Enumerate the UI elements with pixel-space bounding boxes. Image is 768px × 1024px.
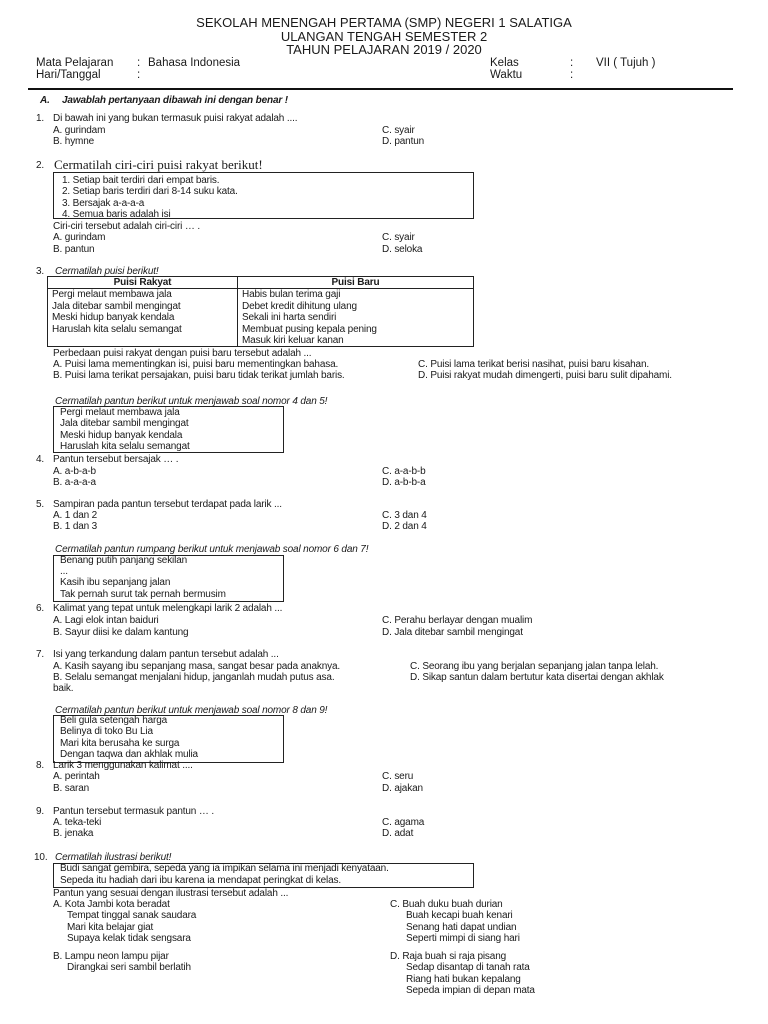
subject-value: Bahasa Indonesia [148,57,241,69]
characteristic-item: 3. Bersajak a-a-a-a [62,198,145,209]
option-c-line: Senang hati dapat undian [406,922,517,933]
option-b[interactable]: B. Lampu neon lampu pijar [53,951,169,962]
option-a[interactable]: A. Puisi lama mementingkan isi, puisi baru mementingkan bahasa. [53,359,339,370]
option-b[interactable]: B. pantun [53,244,95,255]
poem-line: Debet kredit dihitung ulang [242,300,357,312]
class-label: Kelas [490,57,519,69]
pantun-line: Pergi melaut membawa jala [60,407,180,418]
pantun-line: Meski hidup banyak kendala [60,430,183,441]
time-colon: : [570,69,574,81]
column-header: Puisi Rakyat [48,277,238,289]
option-b[interactable]: B. jenaka [53,828,94,839]
subject-colon: : [137,57,141,69]
option-d-line: Sedap disantap di tanah rata [406,962,530,973]
date-label: Hari/Tanggal [36,69,101,81]
option-a[interactable]: A. gurindam [53,232,106,243]
question-text: Pantun tersebut bersajak … . [53,454,179,465]
option-d[interactable]: D. adat [382,828,414,839]
poem-line: Masuk kiri keluar kanan [242,335,344,347]
pantun-line: Mari kita berusaha ke surga [60,738,180,749]
academic-year: TAHUN PELAJARAN 2019 / 2020 [286,42,482,57]
option-a[interactable]: A. perintah [53,771,100,782]
poem-line: Haruslah kita selalu semangat [52,323,182,335]
pantun-intro: Cermatilah pantun berikut untuk menjawab soal nomor 8 dan 9! [55,705,328,716]
pantun-line: ... [60,566,68,577]
class-value: VII ( Tujuh ) [596,57,656,69]
option-d[interactable]: D. seloka [382,244,423,255]
poem-line: Habis bulan terima gaji [242,289,341,301]
subject-label: Mata Pelajaran [36,57,114,69]
option-a[interactable]: A. Kasih sayang ibu sepanjang masa, sangat besar pada anaknya. [53,661,341,672]
school-name: SEKOLAH MENENGAH PERTAMA (SMP) NEGERI 1 SALATIGA [196,15,572,30]
option-a-line: Tempat tinggal sanak saudara [67,910,197,921]
option-d[interactable]: D. Jala ditebar sambil mengingat [382,627,523,638]
poem-line: Pergi melaut membawa jala [52,289,172,301]
option-d[interactable]: D. Raja buah si raja pisang [390,951,507,962]
question-number: 10. [34,852,48,863]
option-d[interactable]: D. Sikap santun dalam bertutur kata disertai dengan akhlak [410,672,664,683]
option-c[interactable]: C. syair [382,125,415,136]
puisi-baru-cell [238,289,474,347]
option-b[interactable]: B. saran [53,783,90,794]
question-number: 4. [36,454,45,465]
option-d[interactable]: D. 2 dan 4 [382,521,427,532]
section-instruction: Jawablah pertanyaan dibawah ini dengan benar ! [62,95,288,106]
poem-line: Meski hidup banyak kendala [52,312,175,324]
class-colon: : [570,57,574,69]
date-colon: : [137,69,141,81]
option-c-line: Buah kecapi buah kenari [406,910,513,921]
pantun-line: Belinya di toko Bu Lia [60,726,153,737]
illustration-line: Sepeda itu hadiah dari ibu karena ia mendapat peringkat di kelas. [60,875,342,886]
option-c[interactable]: C. Buah duku buah durian [390,899,503,910]
option-c[interactable]: C. seru [382,771,414,782]
characteristic-item: 4. Semua baris adalah isi [62,209,171,220]
option-a[interactable]: A. teka-teki [53,817,102,828]
option-a[interactable]: A. a-b-a-b [53,466,96,477]
poem-line: Jala ditebar sambil mengingat [52,300,181,312]
illustration-line: Budi sangat gembira, sepeda yang ia impikan selama ini menjadi kenyataan. [60,863,389,874]
pantun-line: Jala ditebar sambil mengingat [60,418,189,429]
question-number: 2. [36,160,45,171]
option-d[interactable]: D. ajakan [382,783,423,794]
option-d[interactable]: D. Puisi rakyat mudah dimengerti, puisi baru sulit dipahami. [418,370,672,381]
question-text: Larik 3 menggunakan kalimat .... [53,760,193,771]
pantun-line: Dengan taqwa dan akhlak mulia [60,749,198,760]
question-number: 6. [36,603,45,614]
question-number: 9. [36,806,45,817]
header-divider [28,88,733,90]
characteristic-item: 2. Setiap baris terdiri dari 8-14 suku kata. [62,186,238,197]
option-d-line: Riang hati bukan kepalang [406,974,521,985]
option-b[interactable]: B. hymne [53,136,95,147]
question-text: Pantun tersebut termasuk pantun … . [53,806,214,817]
option-c[interactable]: C. a-a-b-b [382,466,426,477]
option-b[interactable]: B. 1 dan 3 [53,521,98,532]
option-c[interactable]: C. syair [382,232,415,243]
pantun-line: Kasih ibu sepanjang jalan [60,577,171,588]
question-text: Cermatilah puisi berikut! [55,266,159,277]
option-a[interactable]: A. gurindam [53,125,106,136]
column-header: Puisi Baru [238,277,474,289]
poem-comparison-table [47,276,474,347]
option-b[interactable]: B. Selalu semangat menjalani hidup, janganlah mudah putus asa. [53,672,335,683]
option-a-line: Supaya kelak tidak sengsara [67,933,191,944]
section-letter: A. [40,95,50,106]
question-text: Cermatilah ilustrasi berikut! [55,852,172,863]
question-stem: Perbedaan puisi rakyat dengan puisi baru tersebut adalah ... [53,348,312,359]
option-a[interactable]: A. Kota Jambi kota beradat [53,899,170,910]
pantun-line: Haruslah kita selalu semangat [60,441,190,452]
poem-line: Sekali ini harta sendiri [242,312,337,324]
question-text: Cermatilah ciri-ciri puisi rakyat berikut! [54,157,263,172]
option-b[interactable]: B. Sayur diisi ke dalam kantung [53,627,189,638]
question-number: 8. [36,760,45,771]
question-text: Sampiran pada pantun tersebut terdapat pada larik ... [53,499,282,510]
option-c-line: Seperti mimpi di siang hari [406,933,520,944]
option-c[interactable]: C. 3 dan 4 [382,510,427,521]
option-a[interactable]: A. Lagi elok intan baiduri [53,615,159,626]
characteristic-item: 1. Setiap bait terdiri dari empat baris. [62,175,220,186]
option-c[interactable]: C. Seorang ibu yang berjalan sepanjang jalan tanpa lelah. [410,661,659,672]
question-text: Isi yang terkandung dalam pantun tersebut adalah ... [53,649,279,660]
question-number: 1. [36,113,45,124]
question-number: 7. [36,649,45,660]
option-a[interactable]: A. 1 dan 2 [53,510,98,521]
option-d[interactable]: D. pantun [382,136,425,147]
pantun-intro: Cermatilah pantun rumpang berikut untuk menjawab soal nomor 6 dan 7! [55,544,369,555]
option-a-line: Mari kita belajar giat [67,922,154,933]
option-b[interactable]: B. a-a-a-a [53,477,96,488]
poem-line: Membuat pusing kepala pening [242,323,377,335]
pantun-line: Tak pernah surut tak pernah bermusim [60,589,226,600]
puisi-rakyat-cell [48,289,238,347]
option-d-continuation: baik. [53,683,74,694]
option-d[interactable]: D. a-b-b-a [382,477,426,488]
option-c[interactable]: C. Puisi lama terikat berisi nasihat, puisi baru kisahan. [418,359,650,370]
option-c[interactable]: C. Perahu berlayar dengan mualim [382,615,533,626]
question-stem: Ciri-ciri tersebut adalah ciri-ciri … . [53,221,200,232]
pantun-line: Benang putih panjang sekilan [60,555,188,566]
question-number: 3. [36,266,45,277]
exam-title: ULANGAN TENGAH SEMESTER 2 [280,29,488,44]
option-b-line: Dirangkai seri sambil berlatih [67,962,191,973]
question-stem: Pantun yang sesuai dengan ilustrasi tersebut adalah ... [53,888,289,899]
question-number: 5. [36,499,45,510]
time-label: Waktu [490,69,523,81]
question-text: Di bawah ini yang bukan termasuk puisi rakyat adalah .... [53,113,298,124]
option-c[interactable]: C. agama [382,817,425,828]
option-b[interactable]: B. Puisi lama terikat persajakan, puisi baru tidak terikat jumlah baris. [53,370,345,381]
question-text: Kalimat yang tepat untuk melengkapi larik 2 adalah ... [53,603,283,614]
pantun-line: Beli gula setengah harga [60,715,168,726]
pantun-intro: Cermatilah pantun berikut untuk menjawab soal nomor 4 dan 5! [55,396,328,407]
option-d-line: Sepeda impian di depan mata [406,985,535,996]
